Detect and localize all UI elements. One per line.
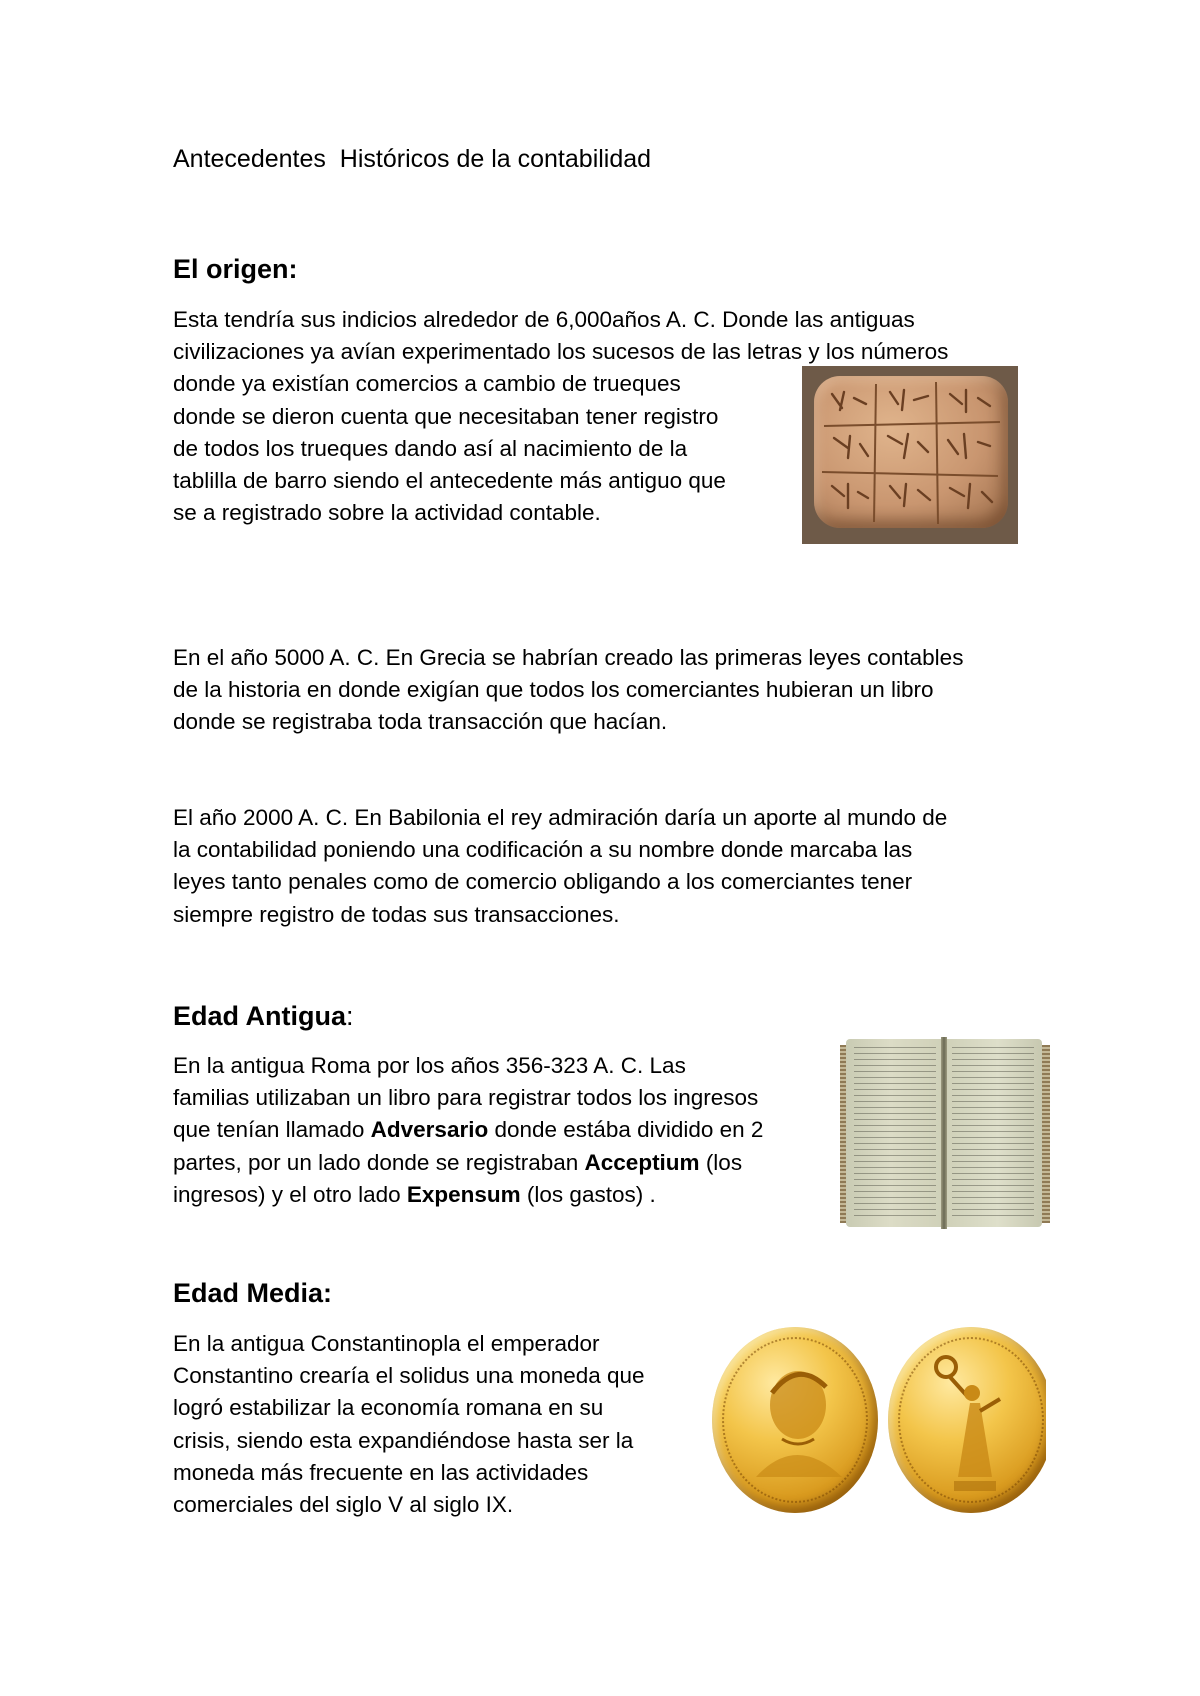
text-line: El año 2000 A. C. En Babilonia el rey admiración daría un aporte al mundo de	[173, 805, 948, 830]
heading-colon: :	[346, 1001, 354, 1031]
document-title: Antecedentes Históricos de la contabilidad	[173, 145, 652, 173]
text-line	[173, 1147, 763, 1179]
paragraph-grecia	[173, 642, 963, 739]
text-run: que tenían llamado	[173, 1117, 371, 1143]
heading-text: Edad Antigua	[173, 1001, 346, 1031]
text-line: comerciales del siglo V al siglo IX.	[173, 1492, 514, 1518]
text-line: Constantino crearía el solidus una moneda que	[173, 1363, 645, 1389]
text-line: donde se registraba toda transacción que hacían.	[173, 709, 668, 735]
heading-el-origen: El origen:	[173, 254, 298, 284]
coin-reverse	[888, 1327, 1046, 1513]
heading-edad-media: Edad Media:	[173, 1278, 333, 1308]
text-line	[173, 1179, 763, 1211]
cuneiform-marks	[814, 376, 1008, 528]
text-run: (los gastos) .	[520, 1181, 656, 1207]
text-line	[173, 1114, 763, 1146]
ledger-book-image	[840, 1033, 1050, 1233]
text-line: En la antigua Constantinopla el emperador	[173, 1331, 600, 1356]
text-line: crisis, siendo esta expandiéndose hasta ser la	[173, 1427, 634, 1453]
term-adversario: Adversario	[370, 1117, 489, 1143]
text-line: Esta tendría sus indicios alrededor de 6,000años A. C. Donde las antiguas	[173, 307, 915, 332]
term-acceptium: Acceptium	[584, 1149, 700, 1175]
solidus-coin-image	[712, 1327, 1046, 1515]
text-line: de la historia en donde exigían que todos los comerciantes hubieran un libro	[173, 677, 934, 703]
text-run: (los	[699, 1149, 743, 1175]
text-line: siempre registro de todas sus transacciones.	[173, 901, 620, 927]
book-spine	[941, 1037, 947, 1229]
heading-edad-antigua	[173, 1001, 354, 1032]
text-line: civilizaciones ya avían experimentado los sucesos de las letras y los números	[173, 339, 949, 365]
text-line: tablilla de barro siendo el antecedente más antiguo que	[173, 468, 726, 494]
text-line: donde ya existían comercios a cambio de trueques	[173, 371, 681, 397]
coin-obverse	[712, 1327, 878, 1513]
text-line: leyes tanto penales como de comercio obligando a los comerciantes tener	[173, 869, 913, 895]
emperor-bust-icon	[712, 1327, 878, 1513]
victory-figure-icon	[888, 1327, 1046, 1513]
term-expensum: Expensum	[406, 1181, 521, 1207]
text-line: En la antigua Roma por los años 356-323 A. C. Las	[173, 1053, 686, 1078]
text-run: ingresos) y el otro lado	[173, 1181, 407, 1207]
clay-tablet-image	[802, 366, 1018, 544]
text-line: logró estabilizar la economía romana en su	[173, 1395, 604, 1421]
text-run: partes, por un lado donde se registraban	[173, 1149, 585, 1175]
text-line: familias utilizaban un libro para registrar todos los ingresos	[173, 1085, 759, 1111]
paragraph-roma	[173, 1050, 763, 1211]
text-line: moneda más frecuente en las actividades	[173, 1459, 589, 1485]
paragraph-constantinopla	[173, 1328, 645, 1521]
text-line: de todos los trueques dando así al nacimiento de la	[173, 435, 688, 461]
text-line: la contabilidad poniendo una codificación a su nombre donde marcaba las	[173, 837, 913, 863]
text-line: donde se dieron cuenta que necesitaban tener registro	[173, 403, 719, 429]
text-run: donde estába dividido en 2	[488, 1117, 764, 1143]
book-handwriting-left	[854, 1047, 936, 1217]
book-handwriting-right	[952, 1047, 1034, 1217]
text-line: En el año 5000 A. C. En Grecia se habrían creado las primeras leyes contables	[173, 645, 964, 670]
book-page-edges-right	[1042, 1045, 1050, 1223]
text-line: se a registrado sobre la actividad contable.	[173, 500, 601, 526]
paragraph-babilonia	[173, 802, 947, 931]
clay-tablet-body	[814, 376, 1008, 528]
